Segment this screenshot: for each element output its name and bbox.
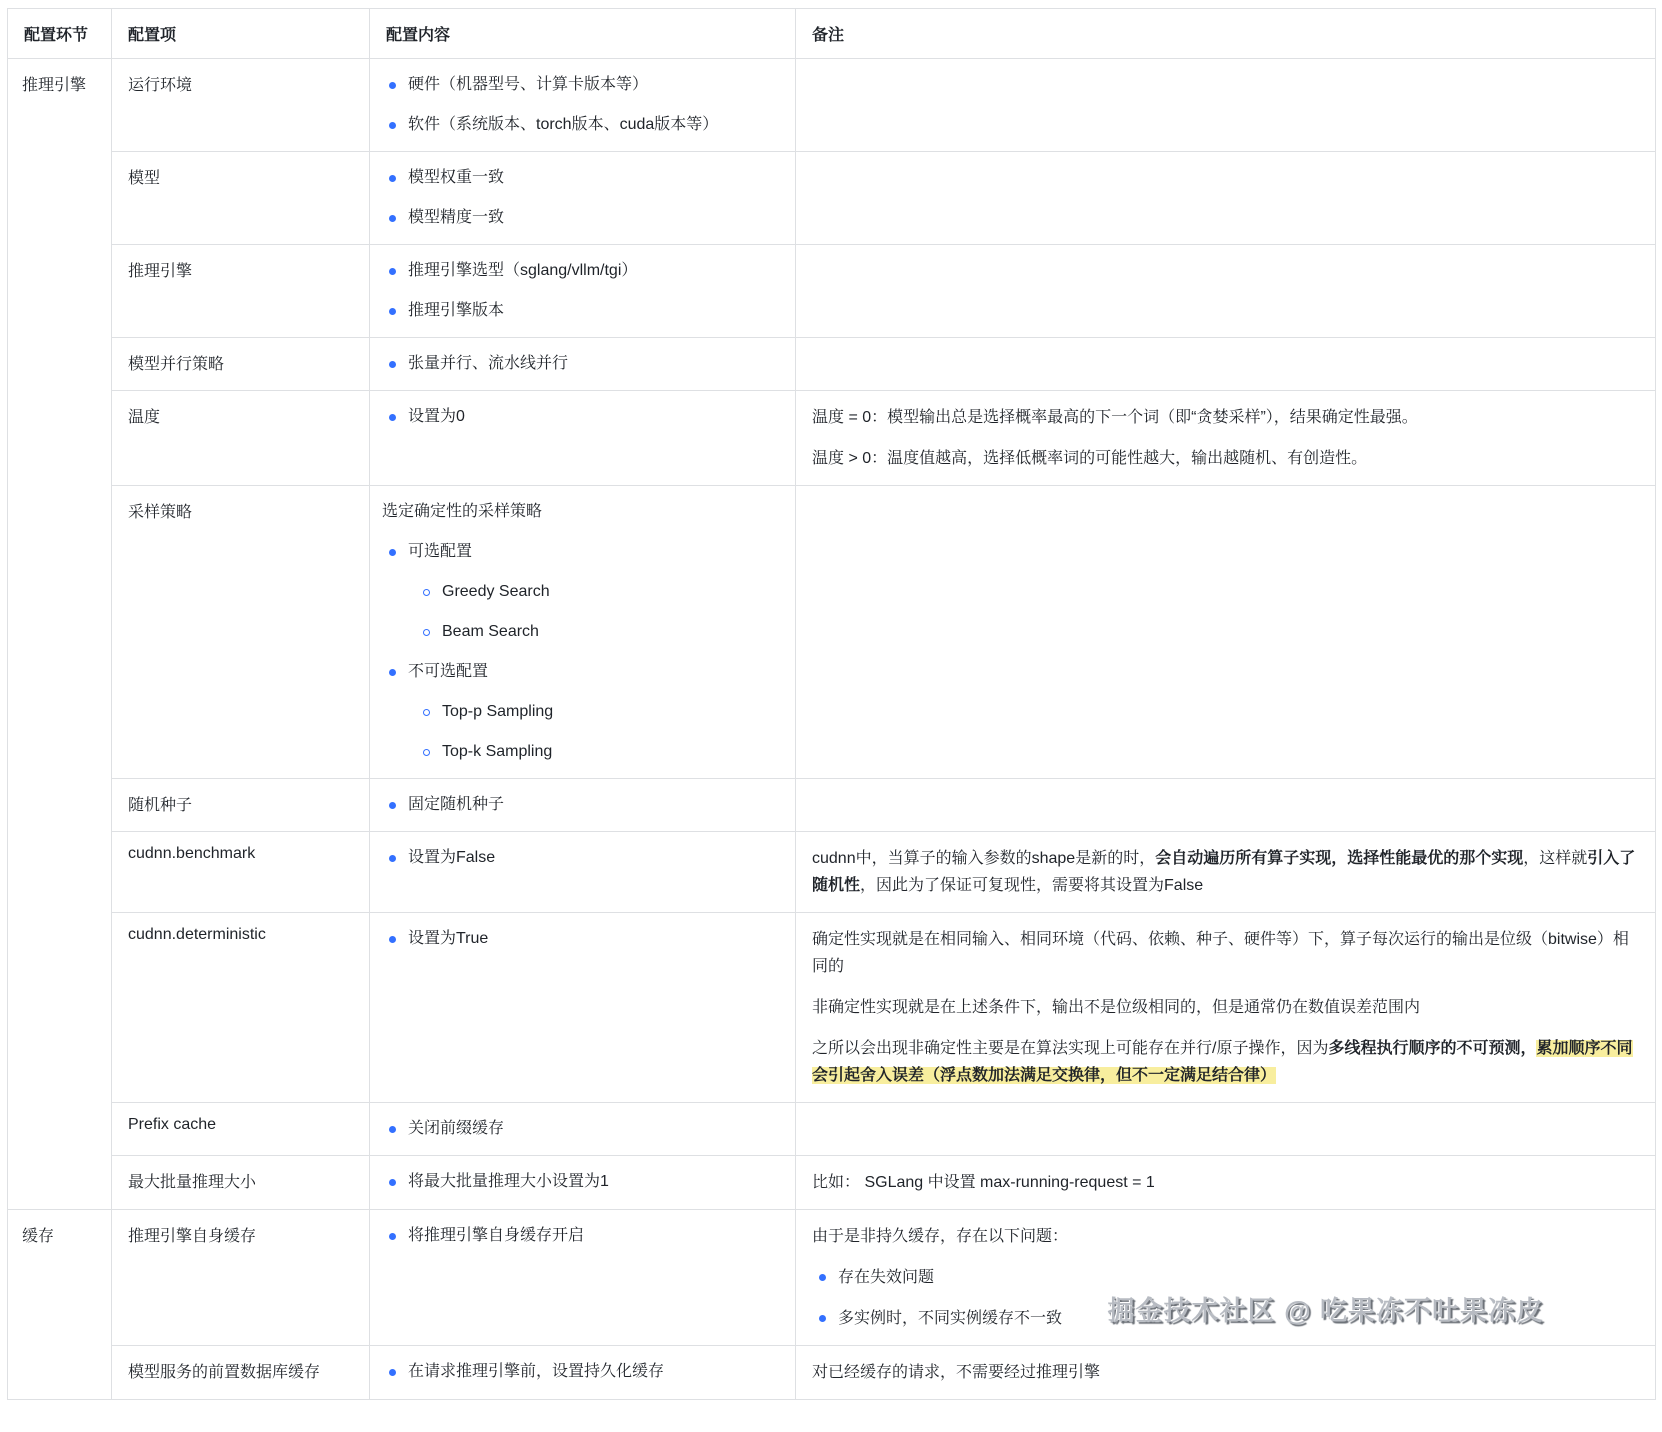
bullet-text: 在请求推理引擎前，设置持久化缓存 — [408, 1363, 665, 1380]
text-segment: 比如： SGLang 中设置 max-running-request = 1 — [812, 1174, 1155, 1191]
bullet-marker — [382, 1223, 408, 1249]
dot-bullet-icon — [389, 936, 396, 943]
circle-bullet-icon — [423, 709, 430, 716]
text-segment: 会自动遍历所有算子实现，选择性能最优的那个实现 — [1155, 850, 1524, 867]
bullet-item — [382, 72, 779, 98]
bullet-marker — [382, 1359, 408, 1385]
text-segment: cudnn中，当算子的输入参数的shape是新的时， — [812, 850, 1156, 867]
item-cell: 随机种子 — [112, 779, 370, 832]
content-cell — [370, 1156, 796, 1210]
bullet-item — [416, 739, 779, 765]
text-segment: 温度 > 0：温度值越高，选择低概率词的可能性越大，输出越随机、有创造性。 — [812, 450, 1368, 467]
bullet-text: 模型权重一致 — [408, 169, 505, 186]
bullet-text: 设置为0 — [408, 408, 465, 425]
column-header: 配置环节 — [8, 9, 112, 59]
text-segment: 多实例时，不同实例缓存不一致 — [838, 1310, 1063, 1327]
bullet-item — [382, 1169, 779, 1195]
bullet-marker — [416, 699, 442, 725]
dot-bullet-icon — [819, 1274, 826, 1281]
bullet-item — [382, 659, 779, 685]
table-row — [8, 152, 1656, 245]
item-cell: 推理引擎自身缓存 — [112, 1210, 370, 1346]
item-cell: cudnn.benchmark — [112, 832, 370, 913]
section-cell: 推理引擎 — [8, 59, 112, 1210]
section-cell: 缓存 — [8, 1210, 112, 1400]
item-cell: 模型服务的前置数据库缓存 — [112, 1346, 370, 1400]
bullet-item — [382, 112, 779, 138]
dot-bullet-icon — [389, 1369, 396, 1376]
bullet-marker — [382, 1169, 408, 1195]
table-row — [8, 832, 1656, 913]
remark-paragraph — [812, 1223, 1639, 1250]
bullet-text — [838, 1305, 1062, 1332]
dot-bullet-icon — [389, 361, 396, 368]
bullet-text: 将推理引擎自身缓存开启 — [408, 1227, 585, 1244]
bullet-text: Top-k Sampling — [442, 743, 553, 760]
item-cell: 温度 — [112, 391, 370, 486]
content-cell — [370, 913, 796, 1103]
remark-paragraph — [812, 845, 1639, 899]
bullet-marker — [812, 1264, 838, 1291]
bullet-text: 推理引擎版本 — [408, 302, 505, 319]
bullet-marker — [416, 739, 442, 765]
bullet-item — [382, 1116, 779, 1142]
text-segment: ， — [1520, 1040, 1537, 1057]
remark-cell — [796, 1156, 1656, 1210]
dot-bullet-icon — [389, 549, 396, 556]
item-cell: 运行环境 — [112, 59, 370, 152]
remark-cell — [796, 152, 1656, 245]
dot-bullet-icon — [389, 414, 396, 421]
bullet-item — [382, 792, 779, 818]
bullet-item — [416, 579, 779, 605]
bullet-text: Beam Search — [442, 623, 539, 640]
column-header: 配置内容 — [370, 9, 796, 59]
table-row — [8, 779, 1656, 832]
table-row — [8, 245, 1656, 338]
bullet-text: 设置为True — [408, 930, 489, 947]
text-segment: 引入了随机性 — [812, 850, 1636, 894]
bullet-item — [382, 926, 779, 952]
table-body — [8, 59, 1656, 1400]
content-cell — [370, 59, 796, 152]
text-segment: 存在失效问题 — [838, 1269, 935, 1286]
bullet-item — [382, 1359, 779, 1385]
bullet-marker — [382, 792, 408, 818]
bullet-item — [382, 404, 779, 430]
bullet-marker — [416, 579, 442, 605]
bullet-marker — [382, 926, 408, 952]
remark-paragraph — [812, 926, 1639, 980]
dot-bullet-icon — [389, 175, 396, 182]
content-intro: 选定确定性的采样策略 — [382, 503, 543, 520]
text-segment: 温度 = 0：模型输出总是选择概率最高的下一个词（即“贪婪采样”），结果确定性最强。 — [812, 409, 1418, 426]
bullet-marker — [382, 845, 408, 871]
bullet-marker — [382, 205, 408, 231]
remark-cell — [796, 1103, 1656, 1156]
item-cell: 推理引擎 — [112, 245, 370, 338]
bullet-marker — [382, 539, 408, 565]
text-segment: 非确定性实现就是在上述条件下，输出不是位级相同的，但是通常仍在数值误差范围内 — [812, 999, 1421, 1016]
dot-bullet-icon — [389, 268, 396, 275]
bullet-item — [382, 351, 779, 377]
config-table — [7, 8, 1656, 1400]
content-cell — [370, 338, 796, 391]
dot-bullet-icon — [389, 1179, 396, 1186]
bullet-marker — [382, 298, 408, 324]
bullet-text: Greedy Search — [442, 583, 550, 600]
bullet-text: 软件（系统版本、torch版本、cuda版本等） — [408, 116, 719, 133]
bullet-text: 可选配置 — [408, 543, 473, 560]
bullet-item — [382, 1223, 779, 1249]
remark-paragraph — [812, 1359, 1639, 1386]
text-segment: 之所以会出现非确定性主要是在算法实现上可能存在并行/原子操作，因为 — [812, 1040, 1329, 1057]
bullet-item — [382, 845, 779, 871]
circle-bullet-icon — [423, 589, 430, 596]
remark-cell — [796, 1346, 1656, 1400]
dot-bullet-icon — [389, 802, 396, 809]
text-segment: 累加顺序不同会引起舍入误差（浮点数加法满足交换律，但不一定满足结合律） — [812, 1040, 1633, 1084]
bullet-marker — [382, 1116, 408, 1142]
dot-bullet-icon — [389, 1126, 396, 1133]
remark-paragraph — [812, 445, 1639, 472]
remark-cell — [796, 391, 1656, 486]
bullet-item — [416, 699, 779, 725]
item-cell: 采样策略 — [112, 486, 370, 779]
circle-bullet-icon — [423, 629, 430, 636]
remark-cell — [796, 832, 1656, 913]
table-row — [8, 486, 1656, 779]
text-segment: ，这样就 — [1523, 850, 1588, 867]
watermark: 掘金技术社区 @ 吃果冻不吐果冻皮 — [1107, 1296, 1544, 1326]
bullet-marker — [382, 165, 408, 191]
dot-bullet-icon — [389, 308, 396, 315]
bullet-marker — [382, 72, 408, 98]
text-segment: ，因此为了保证可复现性，需要将其设置为False — [860, 877, 1204, 894]
table-row — [8, 391, 1656, 486]
text-segment: 对已经缓存的请求，不需要经过推理引擎 — [812, 1364, 1101, 1381]
remark-cell — [796, 59, 1656, 152]
bullet-text: 关闭前缀缓存 — [408, 1120, 505, 1137]
remark-cell — [796, 245, 1656, 338]
bullet-text: 固定随机种子 — [408, 796, 505, 813]
item-cell: 模型 — [112, 152, 370, 245]
dot-bullet-icon — [389, 82, 396, 89]
table-row — [8, 913, 1656, 1103]
bullet-item — [382, 165, 779, 191]
item-cell: 最大批量推理大小 — [112, 1156, 370, 1210]
remark-paragraph — [812, 1035, 1639, 1089]
text-segment: 确定性实现就是在相同输入、相同环境（代码、依赖、种子、硬件等）下，算子每次运行的输出是位级（bitwise）相同的 — [812, 931, 1629, 975]
item-cell: 模型并行策略 — [112, 338, 370, 391]
table-row — [8, 1103, 1656, 1156]
remark-paragraph — [812, 404, 1639, 431]
text-segment: 多线程执行顺序的不可预测 — [1328, 1040, 1521, 1057]
header-row — [8, 9, 1656, 59]
remark-cell — [796, 779, 1656, 832]
dot-bullet-icon — [389, 669, 396, 676]
dot-bullet-icon — [389, 1233, 396, 1240]
bullet-marker — [382, 112, 408, 138]
dot-bullet-icon — [389, 855, 396, 862]
item-cell: cudnn.deterministic — [112, 913, 370, 1103]
text-segment: 由于是非持久缓存，存在以下问题： — [812, 1228, 1069, 1245]
remark-cell — [796, 913, 1656, 1103]
content-cell — [370, 391, 796, 486]
bullet-text — [838, 1264, 934, 1291]
content-cell — [370, 1103, 796, 1156]
bullet-text: 将最大批量推理大小设置为1 — [408, 1173, 609, 1190]
bullet-marker — [812, 1305, 838, 1332]
remark-cell — [796, 486, 1656, 779]
bullet-text: Top-p Sampling — [442, 703, 554, 720]
bullet-text: 张量并行、流水线并行 — [408, 355, 569, 372]
bullet-item — [382, 258, 779, 284]
remark-cell — [796, 338, 1656, 391]
bullet-text: 不可选配置 — [408, 663, 489, 680]
content-cell — [370, 832, 796, 913]
bullet-marker — [382, 404, 408, 430]
table-row — [8, 338, 1656, 391]
content-cell — [370, 779, 796, 832]
dot-bullet-icon — [819, 1315, 826, 1322]
content-cell — [370, 152, 796, 245]
bullet-item — [382, 539, 779, 565]
table-row — [8, 1156, 1656, 1210]
bullet-text: 硬件（机器型号、计算卡版本等） — [408, 76, 649, 93]
document-page — [7, 8, 1655, 1400]
bullet-marker — [416, 619, 442, 645]
content-cell — [370, 245, 796, 338]
dot-bullet-icon — [389, 215, 396, 222]
content-cell — [370, 486, 796, 779]
bullet-text: 设置为False — [408, 849, 496, 866]
bullet-marker — [382, 258, 408, 284]
content-cell — [370, 1346, 796, 1400]
bullet-text: 模型精度一致 — [408, 209, 505, 226]
circle-bullet-icon — [423, 749, 430, 756]
dot-bullet-icon — [389, 122, 396, 129]
column-header: 配置项 — [112, 9, 370, 59]
remark-paragraph — [812, 1169, 1639, 1196]
bullet-text: 推理引擎选型（sglang/vllm/tgi） — [408, 262, 638, 279]
table-row — [8, 1346, 1656, 1400]
bullet-item — [416, 619, 779, 645]
bullet-marker — [382, 351, 408, 377]
table-row — [8, 59, 1656, 152]
remark-paragraph — [812, 994, 1639, 1021]
bullet-item — [382, 205, 779, 231]
item-cell: Prefix cache — [112, 1103, 370, 1156]
bullet-marker — [382, 659, 408, 685]
bullet-item — [382, 298, 779, 324]
content-cell — [370, 1210, 796, 1346]
column-header: 备注 — [796, 9, 1656, 59]
bullet-item — [812, 1264, 1639, 1291]
